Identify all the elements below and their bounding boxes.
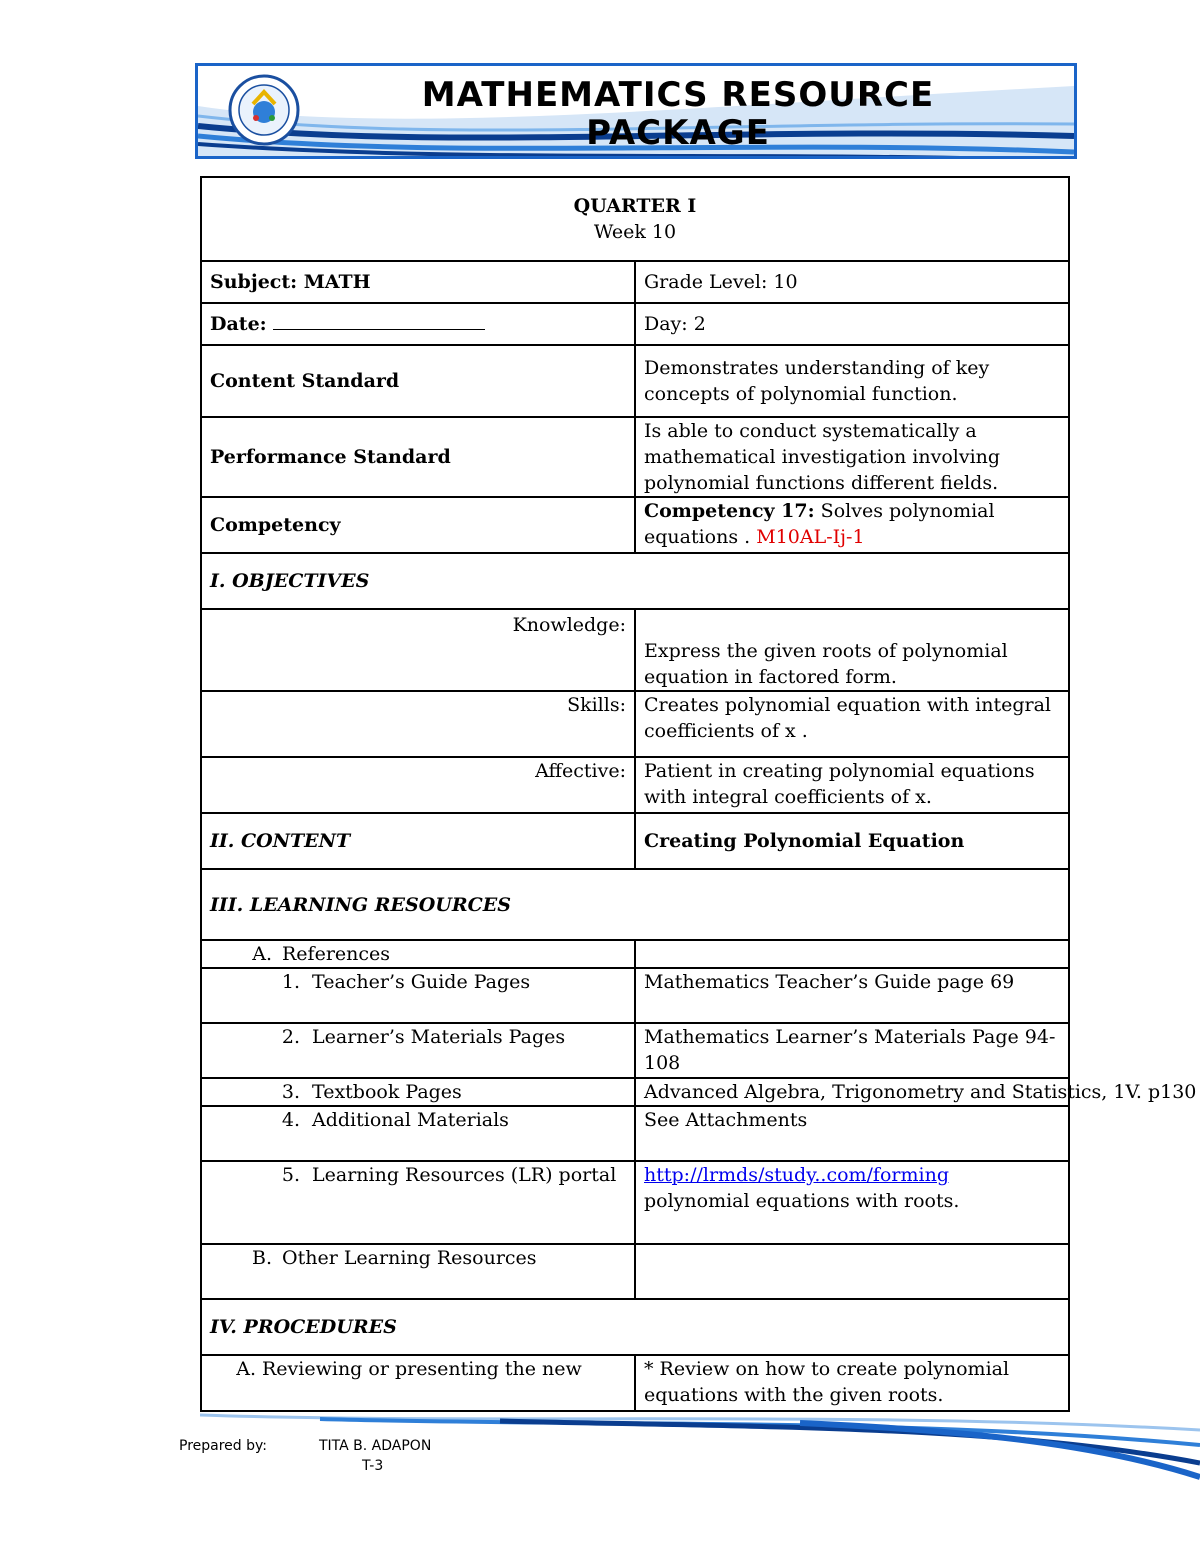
competency-text: Solves polynomial equations . <box>644 500 995 548</box>
table-row <box>201 1078 1069 1106</box>
lr-portal-text: polynomial equations with roots. <box>644 1190 960 1212</box>
resource-item-number: 1. <box>281 971 300 993</box>
resource-item-number: 3. <box>281 1081 300 1103</box>
resource-item-value: See Attachments <box>635 1106 1069 1161</box>
grade-level-cell: Grade Level: 10 <box>635 261 1069 303</box>
resource-item-number: 4. <box>281 1109 300 1131</box>
learning-resources-heading: III. LEARNING RESOURCES <box>201 869 1069 940</box>
knowledge-label: Knowledge: <box>201 609 635 691</box>
week-label: Week 10 <box>593 221 677 243</box>
affective-label: Affective: <box>201 757 635 813</box>
performance-standard-label: Performance Standard <box>201 417 635 497</box>
table-row <box>201 1299 1069 1355</box>
procedure-a-cell <box>201 1355 635 1411</box>
content-heading: II. CONTENT <box>201 813 635 869</box>
banner-title <box>378 76 978 152</box>
table-row <box>201 1244 1069 1299</box>
table-row <box>201 757 1069 813</box>
other-resources-label: Other Learning Resources <box>282 1247 537 1269</box>
procedures-heading: IV. PROCEDURES <box>201 1299 1069 1355</box>
quarter-row <box>201 177 1069 261</box>
header-banner <box>195 63 1077 159</box>
resource-item-label <box>201 1078 635 1106</box>
table-row <box>201 303 1069 345</box>
content-standard-value: Demonstrates understanding of key concepts of polynomial function. <box>635 345 1069 417</box>
date-label: Date: <box>210 313 267 335</box>
other-resources-letter: B. <box>251 1247 272 1269</box>
resource-item-value: Mathematics Learner’s Materials Page 94-108 <box>635 1023 1069 1078</box>
resource-item-text: Teacher’s Guide Pages <box>312 971 531 993</box>
lesson-plan-table <box>200 176 1197 1412</box>
table-row <box>201 417 1069 497</box>
competency-code: M10AL-Ij-1 <box>750 526 865 548</box>
subject-cell: Subject: MATH <box>201 261 635 303</box>
resource-item-label <box>201 1023 635 1078</box>
objectives-heading: I. OBJECTIVES <box>201 553 1069 609</box>
competency-number: Competency 17: <box>644 500 815 522</box>
resource-item-number: 2. <box>281 1026 300 1048</box>
skills-label: Skills: <box>201 691 635 757</box>
resource-item-label <box>201 1106 635 1161</box>
procedure-a-label: Reviewing or presenting the new <box>262 1358 582 1380</box>
references-letter: A. <box>252 943 272 965</box>
preparer-position: T-3 <box>362 1458 384 1474</box>
competency-value <box>635 497 1069 553</box>
resource-item-label <box>201 968 635 1023</box>
table-row <box>201 1023 1069 1078</box>
date-cell <box>201 303 635 345</box>
table-row <box>201 1106 1069 1161</box>
table-row <box>201 691 1069 757</box>
prepared-by-label: Prepared by: <box>179 1438 267 1454</box>
procedure-a-value: * Review on how to create polynomial equations with the given roots. <box>635 1355 1069 1411</box>
knowledge-value: Express the given roots of polynomial equation in factored form. <box>635 609 1069 691</box>
deped-seal-icon <box>228 74 300 146</box>
skills-value: Creates polynomial equation with integral coefficients of x . <box>635 691 1069 757</box>
table-row <box>201 869 1069 940</box>
table-row <box>201 497 1069 553</box>
lr-portal-link[interactable]: http://lrmds/study..com/forming <box>644 1164 949 1186</box>
banner-title-line2: PACKAGE <box>586 113 770 153</box>
table-row <box>201 261 1069 303</box>
resource-item-value <box>635 1161 1069 1244</box>
other-resources-cell <box>201 1244 635 1299</box>
content-standard-label: Content Standard <box>201 345 635 417</box>
table-row <box>201 813 1069 869</box>
resource-item-text: Learner’s Materials Pages <box>312 1026 566 1048</box>
resource-item-label <box>201 1161 635 1244</box>
competency-label: Competency <box>201 497 635 553</box>
procedure-a-letter: A. <box>236 1358 256 1380</box>
date-blank-line[interactable] <box>273 311 485 330</box>
table-row <box>201 1161 1069 1244</box>
resource-item-text: Additional Materials <box>312 1109 509 1131</box>
resource-item-number: 5. <box>281 1164 300 1186</box>
references-cell <box>201 940 635 968</box>
table-row <box>201 940 1069 968</box>
table-row <box>201 345 1069 417</box>
references-value <box>635 940 1069 968</box>
quarter-label: QUARTER I <box>573 195 697 217</box>
day-cell: Day: 2 <box>635 303 1069 345</box>
resource-item-value: Mathematics Teacher’s Guide page 69 <box>635 968 1069 1023</box>
quarter-cell <box>201 177 1069 261</box>
banner-title-line1: MATHEMATICS RESOURCE <box>421 75 935 115</box>
table-row <box>201 1355 1069 1411</box>
table-row <box>201 968 1069 1023</box>
references-label: References <box>282 943 391 965</box>
performance-standard-value: Is able to conduct systematically a mathematical investigation involving polynomial functions different fields. <box>635 417 1069 497</box>
content-value: Creating Polynomial Equation <box>635 813 1069 869</box>
resource-item-text: Learning Resources (LR) portal <box>312 1164 617 1186</box>
preparer-name: TITA B. ADAPON <box>319 1438 432 1454</box>
resource-item-value: Advanced Algebra, Trigonometry and Statistics, 1V. p130 <box>635 1078 1069 1106</box>
other-resources-value <box>635 1244 1069 1299</box>
resource-item-text: Textbook Pages <box>312 1081 462 1103</box>
affective-value: Patient in creating polynomial equations with integral coefficients of x. <box>635 757 1069 813</box>
table-row <box>201 553 1069 609</box>
table-row <box>201 609 1069 691</box>
